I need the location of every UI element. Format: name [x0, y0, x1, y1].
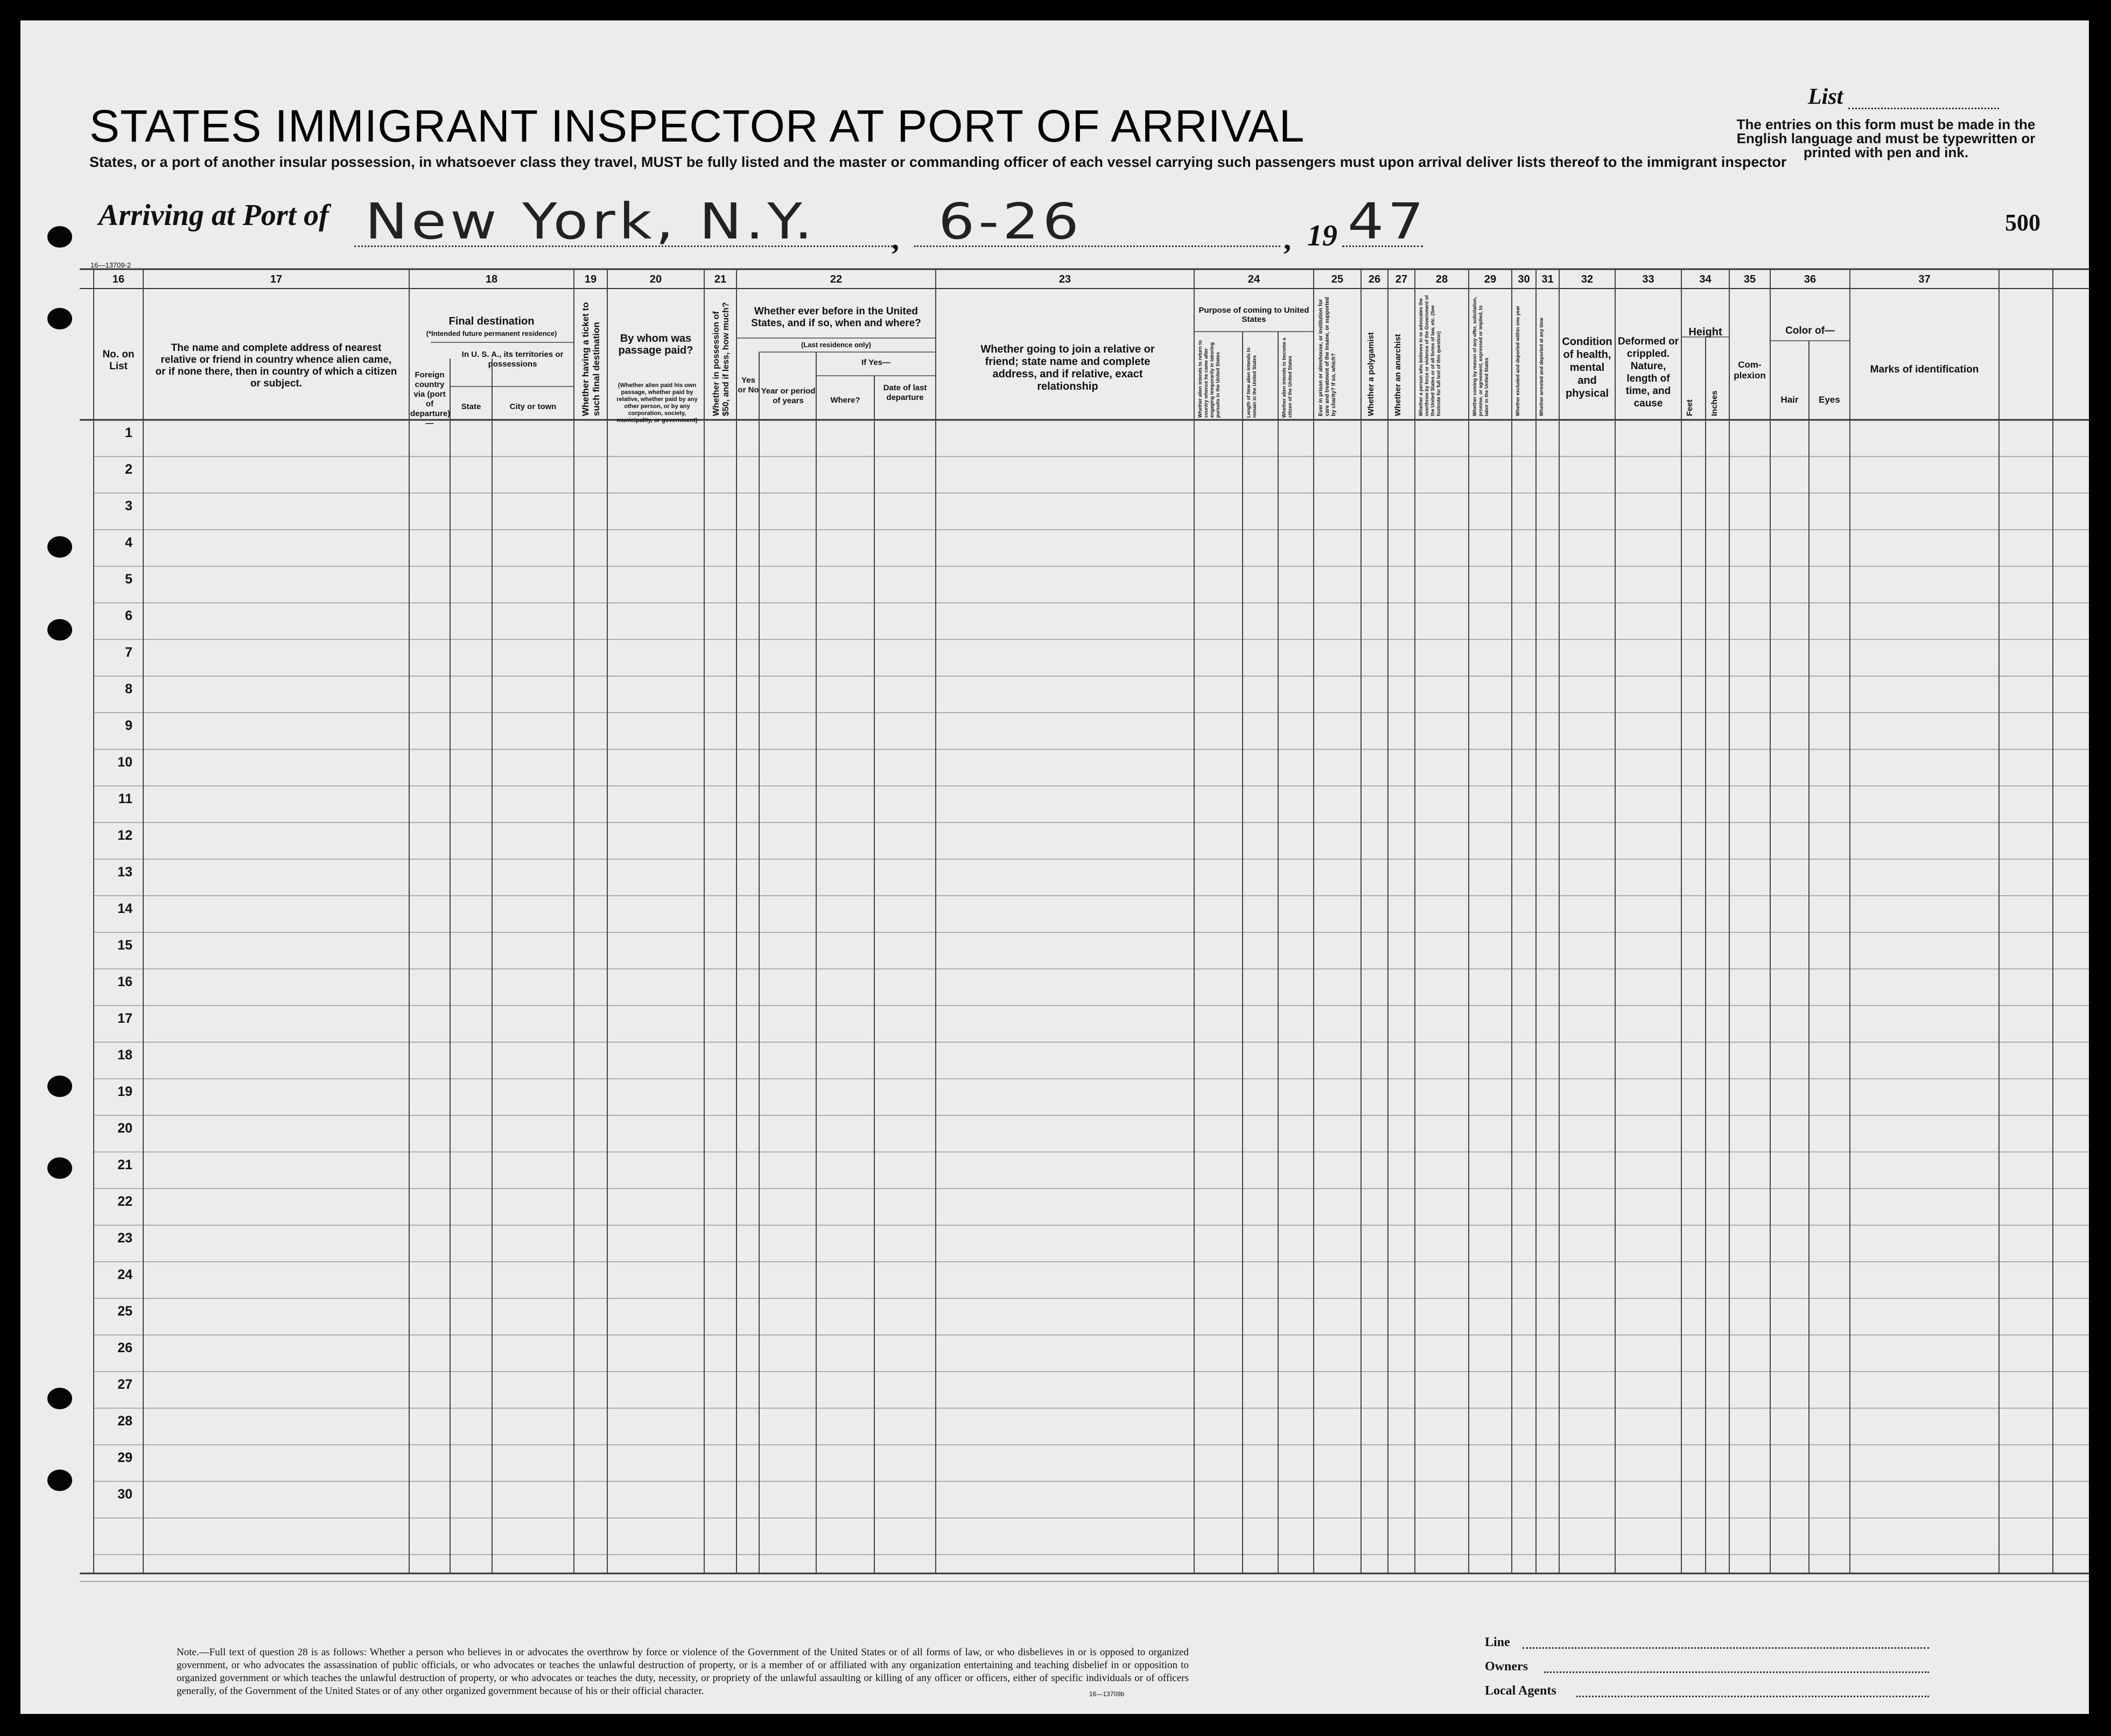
header-purpose: Purpose of coming to United States [1198, 306, 1309, 324]
row-number: 6 [125, 608, 132, 623]
header-passage-paid: By whom was passage paid? [618, 333, 693, 356]
year-handwritten: 47 [1348, 193, 1428, 250]
row-number: 28 [117, 1414, 132, 1429]
header-final-destination-note: (*Intended future permanent residence) [426, 329, 557, 338]
row-number: 25 [117, 1304, 132, 1319]
punch-hole [47, 536, 72, 558]
row-number: 4 [125, 535, 132, 550]
local-agents-label: Local Agents [1485, 1684, 1556, 1698]
header-where: Where? [830, 396, 860, 405]
header-no-on-list: No. on List [102, 349, 135, 372]
col-num-31: 31 [1541, 273, 1554, 285]
row-number: 27 [117, 1377, 132, 1392]
header-yes-or-no: Yes or No [738, 376, 759, 395]
header-arrested-deported: Whether arrested and deported at any time [1539, 317, 1544, 416]
row-number: 18 [117, 1048, 132, 1063]
header-state: State [461, 402, 481, 411]
punch-hole [47, 1076, 72, 1097]
header-deformed: Deformed or crippled. Nature, length of time, and cause [1618, 336, 1679, 409]
col-num-23: 23 [1058, 273, 1071, 285]
local-agents-blank[interactable] [1576, 1696, 1929, 1697]
header-polygamist: Whether a polygamist [1366, 332, 1376, 416]
form-subtitle: States, or a port of another insular possession, in whatsoever class they travel, MUST be fully listed and the master or commanding officer of each vessel carrying such passengers must upon arrival deliver lists thereof to the immigrant inspector [89, 154, 1787, 170]
header-length-of-time: Length of time alien intends to remain in the United States [1246, 347, 1257, 418]
col-num-21: 21 [714, 273, 727, 285]
col-num-22: 22 [830, 273, 843, 285]
col-num-32: 32 [1581, 273, 1594, 285]
row-number: 30 [117, 1487, 132, 1502]
header-nearest-relative: The name and complete address of nearest relative or friend in country whence alien came, or if none there, then in country of which a citizen or subject. [155, 342, 397, 389]
header-ever-before-us: Whether ever before in the United States, and if so, when and where? [751, 306, 921, 329]
row-number: 16 [117, 974, 132, 989]
header-date-last-departure: Date of last departure [883, 383, 927, 402]
col-num-26: 26 [1368, 273, 1381, 285]
header-health: Condition of health, mental and physical [1562, 336, 1612, 399]
port-handwritten: New York, N.Y. [365, 193, 816, 250]
header-become-citizen: Whether alien intends to become a citizen of the United States [1281, 338, 1293, 418]
row-number: 19 [117, 1084, 132, 1099]
col-num-34: 34 [1699, 273, 1712, 285]
header-final-destination: Final destination [448, 315, 535, 327]
header-inches: Inches [1710, 390, 1719, 416]
header-eyes: Eyes [1819, 395, 1840, 405]
header-last-residence: (Last residence only) [801, 341, 872, 349]
punch-hole [47, 308, 72, 329]
row-number: 17 [117, 1011, 132, 1026]
col-num-25: 25 [1331, 273, 1344, 285]
row-number: 13 [117, 865, 132, 880]
header-possession-50: Whether in possession of $50, and if less, how much? [712, 302, 731, 416]
header-feet: Feet [1685, 399, 1694, 416]
punch-hole [47, 1470, 72, 1491]
row-number: 24 [117, 1267, 132, 1282]
row-number: 14 [117, 901, 132, 916]
col-num-24: 24 [1247, 273, 1260, 285]
row-number: 21 [117, 1157, 132, 1172]
manifest-sheet [20, 20, 2089, 1714]
header-color-of: Color of— [1785, 325, 1835, 336]
comma-separator: , [892, 223, 899, 256]
header-offer-labor: Whether coming by reason of any offer, solicitation, promise, or agreement, expressed or implied, to labor in the United States [1472, 297, 1489, 416]
col-num-28: 28 [1435, 273, 1448, 285]
punch-hole [47, 226, 72, 248]
form-instructions: The entries on this form must be made in the English language and must be typewritten or printed with pen and ink. [1736, 116, 2036, 160]
row-number: 20 [117, 1121, 132, 1136]
header-ticket: Whether having a ticket to such final destination [580, 302, 601, 416]
punch-hole [47, 619, 72, 641]
header-passage-paid-note: (Whether alien paid his own passage, whether paid by relative, whether paid by any other person, or by any corporation, society, municipality, or government) [616, 382, 698, 424]
col-num-16: 16 [112, 273, 125, 285]
owners-blank[interactable] [1544, 1671, 1929, 1673]
row-number: 23 [117, 1231, 132, 1246]
col-num-37: 37 [1918, 273, 1931, 285]
row-number: 5 [125, 572, 132, 587]
header-in-usa: In U. S. A., its territories or possessions [461, 350, 564, 369]
header-hair: Hair [1780, 395, 1799, 405]
col-num-27: 27 [1395, 273, 1408, 285]
footnote-question-28: Note.—Full text of question 28 is as follows: Whether a person who believes in or advocates the overthrow by force or violence of the Government of the United States or of all forms of law, or who disbelieves in or is opposed to organized government, or who advocates the assassination of public officials, or who advocates or teaches the unlawful destruction of property, or is a member of or affiliated with any organization entertaining and teaching disbelief in or opposition to organized government or which teaches the unlawful destruction of property, or who advocates or teaches the duty, necessity, or propriety of the unlawful assaulting or killing of any officer or officers, either of specific individuals or of officers generally, of the Government of the United States or of any other organized government because of his or their official character. [177, 1647, 1189, 1697]
header-height: Height [1688, 326, 1722, 338]
list-label: List [1808, 85, 1843, 109]
row-number: 22 [117, 1194, 132, 1209]
header-marks-identification: Marks of identification [1870, 364, 1979, 375]
row-number: 2 [125, 462, 132, 477]
header-overthrow: Whether a person who believes in or advocates the overthrow by force or violence of the Government of the United States or of all forms of law, etc. (See footnote for full text of this question) [1418, 295, 1441, 416]
form-title: STATES IMMIGRANT INSPECTOR AT PORT OF ARRIVAL [89, 101, 1305, 151]
year-prefix: 19 [1307, 219, 1337, 252]
punch-hole [47, 1388, 72, 1409]
row-number: 26 [117, 1340, 132, 1355]
col-num-30: 30 [1518, 273, 1530, 285]
line-blank[interactable] [1523, 1647, 1929, 1649]
header-complexion: Com-plexion [1734, 360, 1766, 381]
row-number: 8 [125, 681, 132, 697]
col-num-36: 36 [1804, 273, 1817, 285]
header-city-or-town: City or town [509, 402, 557, 411]
col-num-19: 19 [584, 273, 597, 285]
header-excluded-deported: Whether excluded and deported within one year [1515, 305, 1520, 416]
row-number: 10 [117, 755, 132, 770]
date-handwritten: 6-26 [938, 193, 1083, 250]
header-intends-return: Whether alien intends to return to country whence he came after engaging temporarily in laboring pursuits in the United States [1197, 340, 1221, 418]
form-code-top: 16—13709-2 [90, 261, 131, 269]
line-label: Line [1485, 1635, 1510, 1649]
row-number: 3 [125, 498, 132, 514]
row-number: 15 [117, 938, 132, 953]
header-if-yes: If Yes— [861, 358, 890, 367]
punch-hole [47, 1157, 72, 1179]
row-number: 1 [125, 425, 132, 440]
owners-label: Owners [1485, 1660, 1528, 1674]
header-year-period: Year or period of years [761, 386, 816, 405]
col-num-18: 18 [485, 273, 498, 285]
header-join-relative: Whether going to join a relative or friend; state name and complete address, and if relative, exact relationship [980, 343, 1155, 392]
row-number: 9 [125, 718, 132, 733]
col-num-29: 29 [1484, 273, 1497, 285]
form-code-bottom: 16—13709b [1089, 1690, 1125, 1698]
col-num-35: 35 [1743, 273, 1756, 285]
header-prison: Ever in prison or almshouse, or institution for care and treatment of the insane, or supported by charity? If so, which? [1318, 297, 1337, 416]
row-number: 11 [118, 791, 132, 806]
header-foreign-country: Foreign country via (port of departure)— [410, 370, 451, 428]
arriving-label: Arriving at Port of [99, 199, 329, 232]
row-number: 12 [117, 828, 132, 843]
col-num-17: 17 [270, 273, 283, 285]
col-num-20: 20 [649, 273, 662, 285]
row-number: 29 [117, 1450, 132, 1465]
col-num-33: 33 [1642, 273, 1654, 285]
header-anarchist: Whether an anarchist [1393, 334, 1402, 416]
page-number: 500 [2005, 209, 2040, 236]
comma-separator-2: , [1284, 223, 1291, 256]
row-number: 7 [125, 645, 132, 660]
